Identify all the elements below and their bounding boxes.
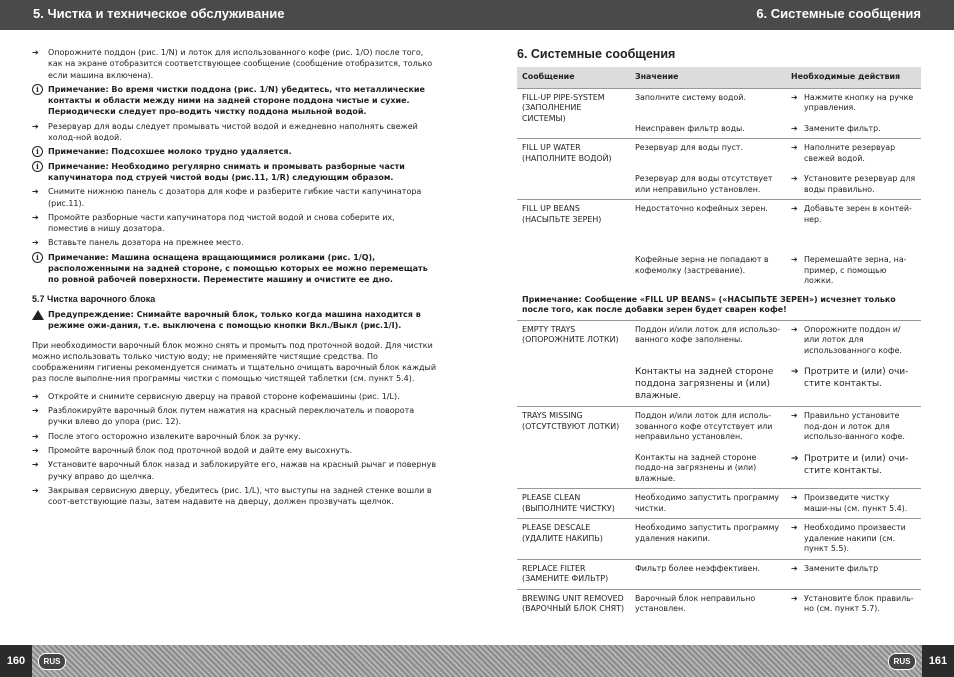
message-cell xyxy=(517,589,630,619)
info-icon: i xyxy=(32,252,43,263)
message-text: FILL UP BEANS (НАСЫПЬТЕ ЗЕРЕН) xyxy=(522,204,602,224)
info-icon-cell xyxy=(32,161,48,184)
meaning-cell: Неисправен фильтр воды. xyxy=(635,123,745,133)
item-text: Примечание: Машина оснащена вращающимися роликами (рис. 1/Q), расположенными на задней стороне, с помощью которых ее можно перемещать по ровной рабочей поверхности. Переместите машину и очистите ее дно. xyxy=(48,252,428,285)
action-item xyxy=(791,174,916,195)
step-text: После этого осторожно извлеките варочный блок за ручку. xyxy=(48,431,301,441)
action-text: Опорожните поддон и/ или лоток для использованного кофе. xyxy=(804,324,902,355)
arrow-icon: ➔ xyxy=(791,143,798,153)
arrow-icon: ➔ xyxy=(32,212,39,222)
action-cell xyxy=(786,407,921,447)
note-row xyxy=(32,161,437,184)
arrow-icon-cell xyxy=(32,445,48,456)
col-header-message: Сообщение xyxy=(517,67,630,88)
message-cell xyxy=(517,407,630,489)
action-text: Нажмите кнопку на ручке управления. xyxy=(804,92,914,113)
message-text: FILL-UP PIPE-SYSTEM (ЗАПОЛНЕНИЕ СИСТЕМЫ) xyxy=(522,92,605,123)
action-item xyxy=(791,453,916,477)
table-row xyxy=(517,489,921,519)
meaning-cell: Недостаточно кофейных зерен. xyxy=(630,200,786,230)
warning-text: Предупреждение: Снимайте варочный блок, только когда машина находится в режиме ожи-дания, т.е. выключена с помощью кнопки Вкл./Выкл (рис.1/I). xyxy=(48,309,421,331)
step-row xyxy=(32,431,437,442)
action-cell xyxy=(786,320,921,360)
warning-icon xyxy=(32,310,44,320)
action-text: Замените фильтр xyxy=(804,563,879,573)
action-item xyxy=(791,523,916,555)
meaning-cell: Контакты на задней стороне поддона загрязнены и (или) влажные. xyxy=(635,367,774,402)
action-cell xyxy=(786,447,921,489)
arrow-icon-cell xyxy=(32,431,48,442)
step-text: Установите варочный блок назад и заблокируйте его, нажав на красный рычаг и повернув ручку вправо до щелчка. xyxy=(48,460,437,481)
action-item xyxy=(791,93,916,114)
action-item xyxy=(791,255,916,287)
arrow-icon: ➔ xyxy=(32,187,39,197)
arrow-icon: ➔ xyxy=(791,493,798,503)
arrow-icon: ➔ xyxy=(32,406,39,416)
message-cell xyxy=(517,139,630,200)
bullet-row xyxy=(32,212,437,235)
meaning-cell: Фильтр более неэффективен. xyxy=(630,559,786,589)
meaning-cell: Поддон и/или лоток для использо-ванного кофе заполнены. xyxy=(630,320,786,360)
left-column xyxy=(32,47,437,510)
arrow-icon: ➔ xyxy=(32,48,39,57)
info-icon: i xyxy=(32,161,43,172)
action-item xyxy=(791,564,916,575)
info-icon-cell xyxy=(32,146,48,157)
meaning-cell: Необходимо запустить программу удаления накипи. xyxy=(630,519,786,560)
arrow-icon: ➔ xyxy=(32,431,39,441)
action-cell xyxy=(786,139,921,169)
arrow-icon: ➔ xyxy=(791,324,798,334)
message-text: PLEASE CLEAN (ВЫПОЛНИТЕ ЧИСТКУ) xyxy=(522,493,615,513)
section-heading: 6. Системные сообщения xyxy=(517,47,676,61)
action-cell xyxy=(786,88,921,118)
arrow-icon: ➔ xyxy=(791,367,799,378)
info-icon: i xyxy=(32,84,43,95)
step-text: Закрывая сервисную дверцу, убедитесь (рис. 1/L), что выступы на задней стенке вошли в соот-ветствующие пазы, затем надавите на дверцу, должен прозвучать щелчок. xyxy=(48,485,432,507)
message-text: FILL UP WATER (НАПОЛНИТЕ ВОДОЙ) xyxy=(522,143,612,163)
action-text: Протрите и (или) очи-стите контакты. xyxy=(804,367,909,390)
right-page-title: 6. Системные сообщения xyxy=(756,6,921,21)
arrow-icon: ➔ xyxy=(791,204,798,214)
action-item xyxy=(791,366,916,390)
arrow-icon: ➔ xyxy=(791,411,798,421)
bullet-row xyxy=(32,47,437,81)
table-row xyxy=(517,559,921,589)
step-row xyxy=(32,405,437,428)
action-cell xyxy=(786,229,921,291)
action-text: Замените фильтр. xyxy=(804,123,881,133)
subheading: 5.7 Чистка варочного блока xyxy=(32,293,156,304)
language-badge-left: RUS xyxy=(38,653,66,670)
step-row xyxy=(32,459,437,482)
language-badge-right: RUS xyxy=(888,653,916,670)
table-row xyxy=(517,519,921,560)
action-cell xyxy=(786,489,921,519)
arrow-icon-cell xyxy=(32,47,48,81)
step-row xyxy=(32,445,437,456)
meaning-cell: Варочный блок неправильно установлен. xyxy=(630,589,786,619)
item-text: Резервуар для воды следует промывать чистой водой и ежедневно наполнять свежей холод-ной водой. xyxy=(48,121,418,143)
action-text: Перемешайте зерна, на-пример, с помощью ложки. xyxy=(804,255,907,286)
arrow-icon-cell xyxy=(32,212,48,235)
bullet-row xyxy=(32,186,437,209)
arrow-icon: ➔ xyxy=(791,563,798,573)
page-number-right: 161 xyxy=(922,645,954,677)
action-item xyxy=(791,411,916,443)
action-text: Добавьте зерен в контей-нер. xyxy=(804,204,912,224)
action-text: Протрите и (или) очи-стите контакты. xyxy=(804,453,909,476)
warning-row xyxy=(32,309,437,332)
action-item xyxy=(791,325,916,357)
meaning-cell: Необходимо запустить программу чистки. xyxy=(630,489,786,519)
right-column xyxy=(517,47,921,619)
arrow-icon: ➔ xyxy=(32,485,39,495)
arrow-icon-cell xyxy=(32,391,48,402)
action-text: Необходимо произвести удаление накипи (см. пункт 5.5). xyxy=(804,523,906,554)
action-item xyxy=(791,204,916,225)
arrow-icon-cell xyxy=(32,121,48,144)
item-text: Примечание: Во время чистки поддона (рис. 1/N) убедитесь, что металлические контакты и области между ними на задней стороне поддона чистые и сухие. Периодически следует про-водить чистку поддона мыльной водой. xyxy=(48,84,425,117)
arrow-icon: ➔ xyxy=(32,238,39,248)
message-cell xyxy=(517,88,630,139)
meaning-cell: Кофейные зерна не попадают в кофемолку (застревание). xyxy=(635,255,769,275)
arrow-icon-cell xyxy=(32,485,48,508)
action-cell xyxy=(786,519,921,560)
table-row xyxy=(517,200,921,230)
step-text: Откройте и снимите сервисную дверцу на правой стороне кофемашины (рис. 1/L). xyxy=(48,391,400,401)
item-text: Примечание: Подсохшее молоко трудно удаляется. xyxy=(48,147,292,157)
message-cell xyxy=(517,519,630,560)
table-row xyxy=(517,589,921,619)
action-cell xyxy=(786,168,921,200)
message-text: PLEASE DESCALE (УДАЛИТЕ НАКИПЬ) xyxy=(522,523,603,543)
action-text: Наполните резервуар свежей водой. xyxy=(804,143,896,163)
arrow-icon: ➔ xyxy=(32,460,39,470)
meaning-cell: Контакты на задней стороне поддо-на загрязнены и (или) влажные. xyxy=(635,452,757,483)
action-cell xyxy=(786,589,921,619)
arrow-icon: ➔ xyxy=(32,445,39,455)
bullet-row xyxy=(32,121,437,144)
item-text: Вставьте панель дозатора на прежнее место. xyxy=(48,238,244,248)
message-text: REPLACE FILTER (ЗАМЕНИТЕ ФИЛЬТР) xyxy=(522,563,609,584)
info-icon-cell xyxy=(32,84,48,118)
arrow-icon-cell xyxy=(32,237,48,248)
item-text: Снимите нижнюю панель с дозатора для кофе и разберите гибкие части капучинатора (рис.11). xyxy=(48,187,422,208)
arrow-icon: ➔ xyxy=(791,523,798,533)
info-icon-cell xyxy=(32,252,48,286)
meaning-cell: Резервуар для воды отсутствует или неправильно установлен. xyxy=(635,174,773,194)
item-text: Примечание: Необходимо регулярно снимать и промывать разборные части капучинатора под струей чистой воды (рис.11, 1/R) следующим образом. xyxy=(48,161,405,182)
message-text: EMPTY TRAYS (ОПОРОЖНИТЕ ЛОТКИ) xyxy=(522,324,619,345)
step-row xyxy=(32,485,437,508)
meaning-cell: Поддон и/или лоток для исполь-зованного кофе отсутствует или неправильно установлен. xyxy=(630,407,786,447)
paragraph: При необходимости варочный блок можно снять и промыть под проточной водой. Для чистки можно использовать только чистую воду; не применяйте чистящие средства. По соображениям гигиены рекомендуется снимать и тщательно очищать варочный блок каждый раз после выполне-ния программы чистки с помощью чистящей таблетки (см. пункт 5.4). xyxy=(32,340,437,384)
action-cell xyxy=(786,559,921,589)
table-row xyxy=(517,407,921,447)
action-text: Правильно установите под-дон и лоток для использо-ванного кофе. xyxy=(804,411,905,442)
arrow-icon: ➔ xyxy=(791,92,798,102)
action-text: Установите резервуар для воды правильно. xyxy=(804,174,916,194)
messages-table xyxy=(517,67,921,619)
action-text: Установите блок правиль-но (см. пункт 5.7). xyxy=(804,593,914,614)
step-text: Промойте варочный блок под проточной водой и дайте ему высохнуть. xyxy=(48,445,353,455)
action-cell xyxy=(786,360,921,407)
note-row xyxy=(32,252,437,286)
message-cell xyxy=(517,200,630,291)
table-row xyxy=(517,88,921,118)
meaning-cell: Резервуар для воды пуст. xyxy=(630,139,786,169)
arrow-icon: ➔ xyxy=(791,174,798,184)
arrow-icon-cell xyxy=(32,186,48,209)
footer-bar xyxy=(0,645,954,677)
action-item xyxy=(791,124,916,135)
left-page-title: 5. Чистка и техническое обслуживание xyxy=(33,6,285,21)
message-cell xyxy=(517,489,630,519)
message-cell xyxy=(517,320,630,407)
table-note-row xyxy=(517,291,921,321)
arrow-icon: ➔ xyxy=(791,123,798,133)
header-bar xyxy=(0,0,954,30)
action-cell xyxy=(786,200,921,230)
action-cell xyxy=(786,118,921,139)
bullet-row xyxy=(32,237,437,248)
table-note: Примечание: Сообщение «FILL UP BEANS» («НАСЫПЬТЕ ЗЕРЕН») исчезнет только после того, как после добавки зерен будет сварен кофе! xyxy=(522,294,896,315)
message-text: BREWING UNIT REMOVED (ВАРОЧНЫЙ БЛОК СНЯТ) xyxy=(522,593,625,614)
meaning-cell: Заполните систему водой. xyxy=(630,88,786,118)
step-row xyxy=(32,391,437,402)
step-text: Разблокируйте варочный блок путем нажатия на красный переключатель и поворота ручки влево до упора (рис. 12). xyxy=(48,406,415,427)
action-item xyxy=(791,143,916,164)
message-text: TRAYS MISSING (ОТСУТСТВУЮТ ЛОТКИ) xyxy=(522,411,620,431)
item-text: Промойте разборные части капучинатора под чистой водой и снова соберите их, поместив в нишу дозатора. xyxy=(48,212,395,234)
col-header-action: Необходимые действия xyxy=(786,67,921,88)
action-item xyxy=(791,493,916,514)
arrow-icon: ➔ xyxy=(791,255,798,265)
table-row xyxy=(517,139,921,169)
message-cell xyxy=(517,559,630,589)
table-header xyxy=(517,67,921,88)
col-header-meaning: Значение xyxy=(630,67,786,88)
arrow-icon: ➔ xyxy=(791,593,798,603)
action-item xyxy=(791,594,916,615)
arrow-icon: ➔ xyxy=(32,121,39,131)
note-row xyxy=(32,146,437,157)
arrow-icon: ➔ xyxy=(32,391,39,401)
action-text: Произведите чистку маши-ны (см. пункт 5.4). xyxy=(804,493,908,513)
info-icon: i xyxy=(32,146,43,157)
note-row xyxy=(32,84,437,118)
arrow-icon-cell xyxy=(32,405,48,428)
page-number-left: 160 xyxy=(0,645,32,677)
arrow-icon-cell xyxy=(32,459,48,482)
item-text: Опорожните поддон (рис. 1/N) и лоток для использованного кофе (рис. 1/O) после того, как на экране отобразится соответствующее сообщение (сообщение отобразится, только если машина включена). xyxy=(48,48,433,80)
table-row xyxy=(517,320,921,360)
arrow-icon: ➔ xyxy=(791,453,799,464)
